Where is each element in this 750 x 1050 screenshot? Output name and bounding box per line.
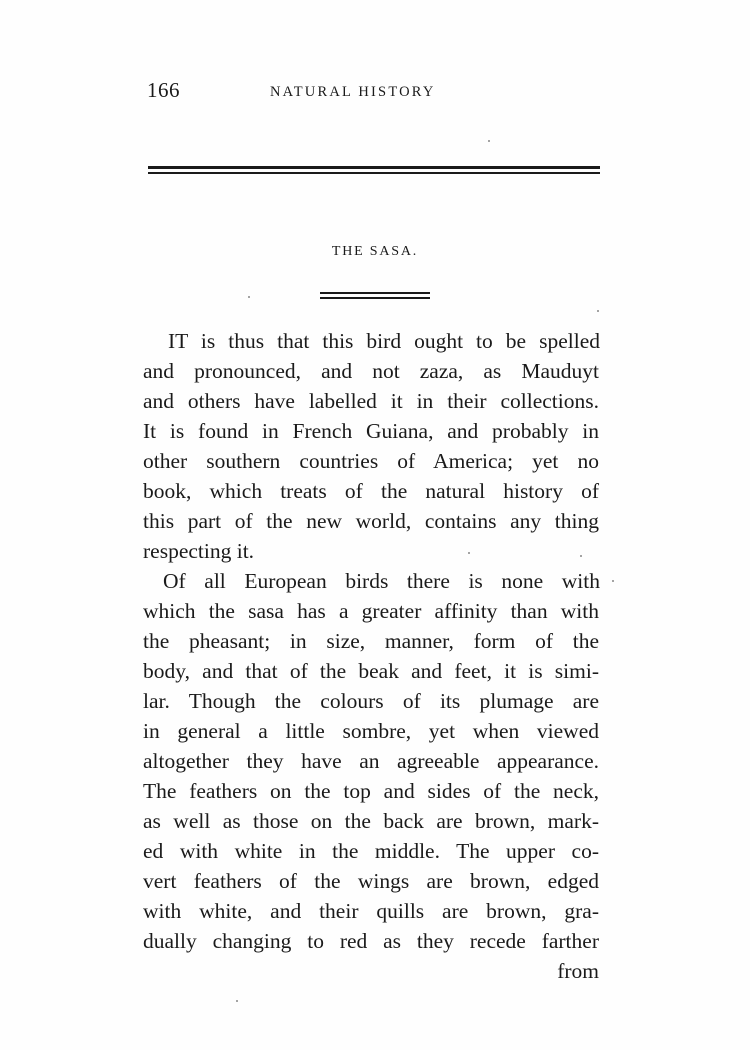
paper-speck: [612, 580, 614, 582]
text-line: the pheasant; in size, manner, form of the: [143, 629, 599, 653]
text-line: in general a little sombre, yet when viewed: [143, 719, 599, 743]
text-line: ed with white in the middle. The upper co-: [143, 839, 599, 863]
text-line: this part of the new world, contains any thing: [143, 509, 599, 533]
text-line: It is found in French Guiana, and probably in: [143, 419, 599, 443]
text-line: respecting it.: [143, 539, 255, 563]
text-line: and pronounced, and not zaza, as Mauduyt: [143, 359, 599, 383]
text-line: Of all European birds there is none with: [163, 569, 600, 593]
text-line: as well as those on the back are brown, mark-: [143, 809, 599, 833]
catchword: from: [557, 959, 599, 983]
paper-speck: [580, 555, 582, 557]
paper-speck: [597, 310, 599, 312]
text-line: book, which treats of the natural history of: [143, 479, 599, 503]
paper-speck: [236, 1000, 238, 1002]
page-number: 166: [147, 78, 180, 102]
text-line: lar. Though the colours of its plumage are: [143, 689, 599, 713]
title-double-rule: [320, 292, 430, 299]
paper-speck: [248, 296, 250, 298]
text-line: which the sasa has a greater affinity than with: [143, 599, 599, 623]
text-line: The feathers on the top and sides of the neck,: [143, 779, 599, 803]
text-line: altogether they have an agreeable appearance.: [143, 749, 599, 773]
text-line: IT is thus that this bird ought to be spelled: [168, 329, 600, 353]
paper-speck: [488, 140, 490, 142]
text-line: body, and that of the beak and feet, it is simi-: [143, 659, 599, 683]
paper-speck: [468, 552, 470, 554]
text-line: vert feathers of the wings are brown, edged: [143, 869, 599, 893]
text-line: other southern countries of America; yet no: [143, 449, 599, 473]
text-line: with white, and their quills are brown, gra-: [143, 899, 599, 923]
section-title: THE SASA.: [331, 244, 419, 259]
text-line: and others have labelled it in their collections.: [143, 389, 599, 413]
running-head: NATURAL HISTORY: [270, 84, 436, 100]
header-double-rule: [148, 166, 600, 174]
text-line: dually changing to red as they recede farther: [143, 929, 599, 953]
